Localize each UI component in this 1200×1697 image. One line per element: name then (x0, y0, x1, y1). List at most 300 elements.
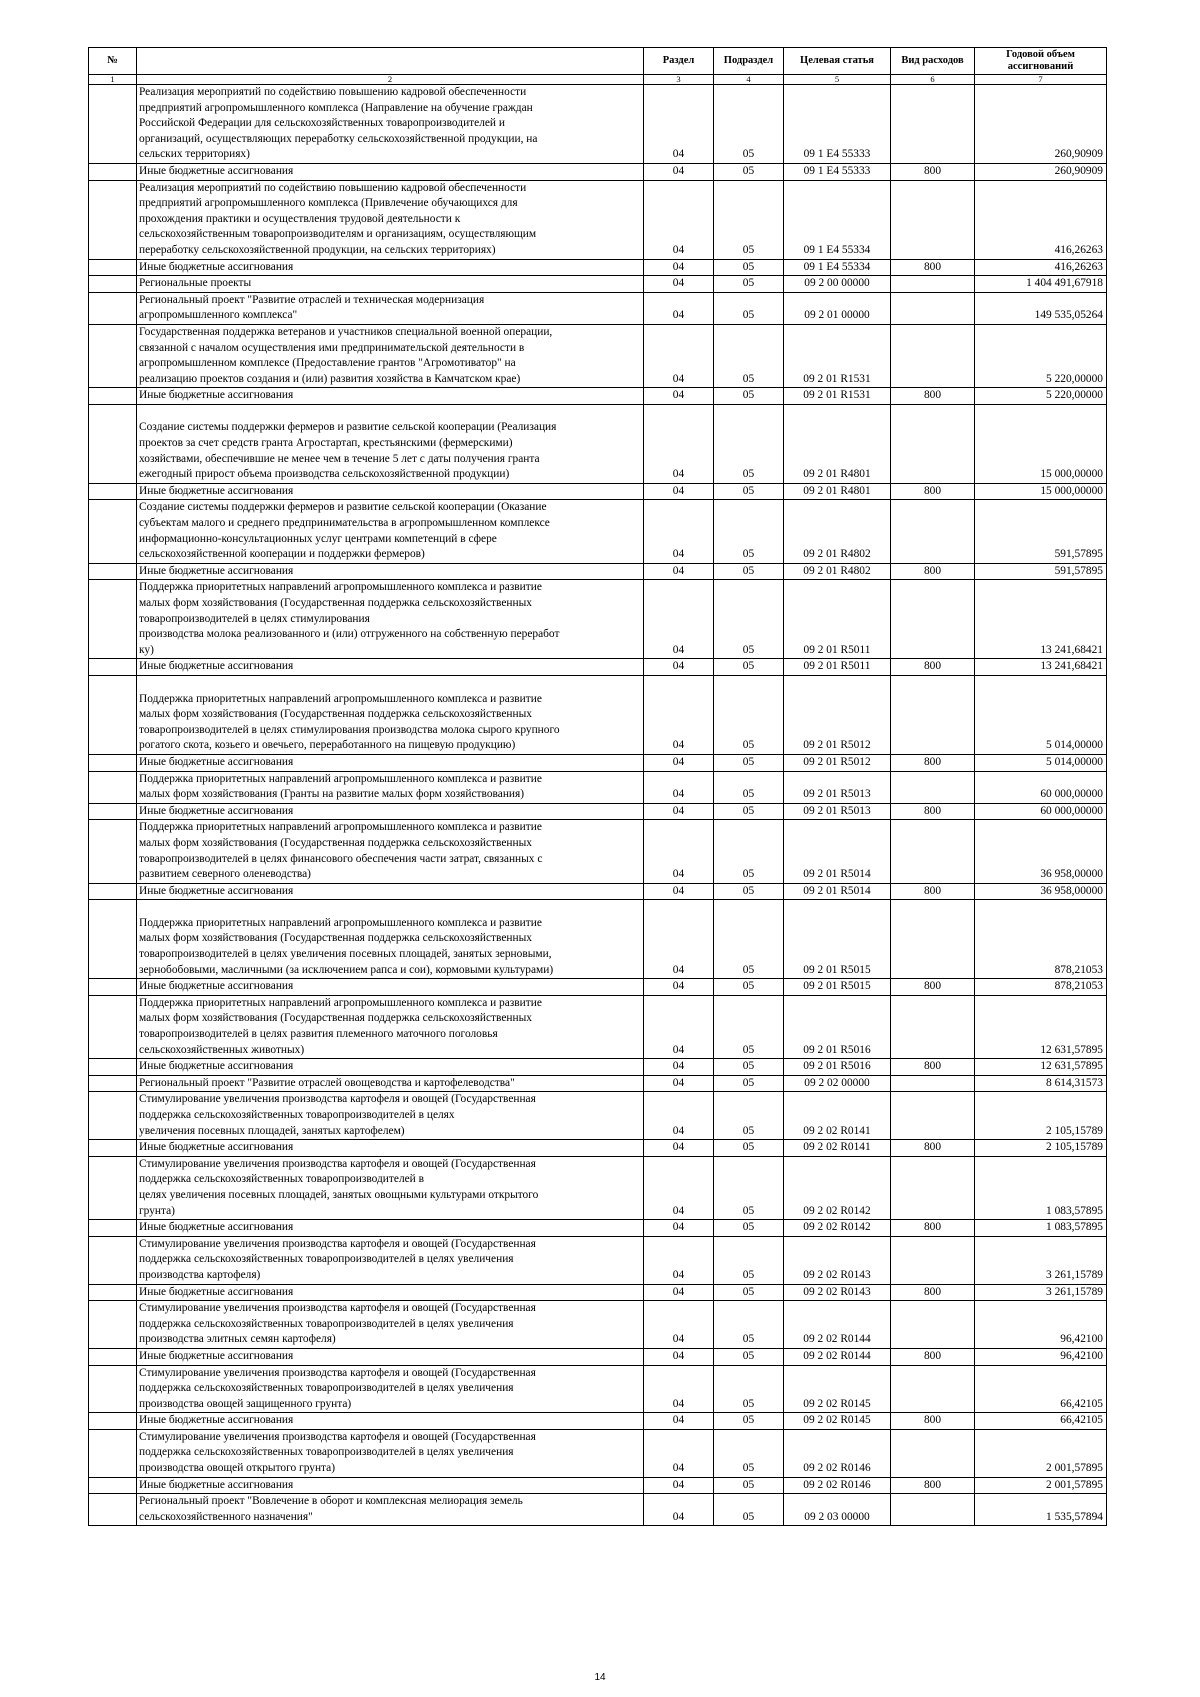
row-name-cell (137, 1284, 644, 1301)
expense-type-cell (891, 900, 975, 979)
razdel-cell: 04 (644, 500, 714, 563)
row-number-cell (89, 1429, 137, 1477)
expense-type-cell: 800 (891, 883, 975, 900)
row-name-line: проектов за счет средств гранта Агростартап, крестьянскими (фермерскими) (139, 437, 513, 450)
podrazdel-cell: 05 (714, 163, 784, 180)
row-name-line: Иные бюджетные ассигнования (139, 389, 294, 402)
amount-cell: 591,57895 (975, 563, 1107, 580)
expense-type-cell: 800 (891, 1348, 975, 1365)
razdel-cell: 04 (644, 85, 714, 164)
row-name-line: переработку сельскохозяйственной продукции, на сельских территориях) (139, 243, 496, 256)
table-body (89, 85, 1107, 1526)
row-name-cell (137, 1301, 644, 1349)
target-article-cell: 09 2 02 R0143 (784, 1284, 891, 1301)
amount-cell: 3 261,15789 (975, 1284, 1107, 1301)
razdel-cell: 04 (644, 675, 714, 754)
row-name-line: Стимулирование увеличения производства картофеля и овощей (Государственная (139, 1430, 536, 1443)
podrazdel-cell: 05 (714, 754, 784, 771)
razdel-cell: 04 (644, 259, 714, 276)
table-row (89, 388, 1107, 405)
header-annual-amount: Годовой объем ассигнований (975, 48, 1107, 75)
row-number-cell (89, 324, 137, 387)
amount-cell: 1 083,57895 (975, 1220, 1107, 1237)
row-name-line: информационно-консультационных услуг центрами компетенций в сфере (139, 532, 497, 545)
table-row (89, 1348, 1107, 1365)
razdel-cell: 04 (644, 754, 714, 771)
row-number-cell (89, 1140, 137, 1157)
razdel-cell: 04 (644, 1075, 714, 1092)
razdel-cell: 04 (644, 1284, 714, 1301)
row-name-line: сельскохозяйственной кооперации и поддержки фермеров) (139, 548, 425, 561)
target-article-cell: 09 2 02 R0141 (784, 1092, 891, 1140)
podrazdel-cell: 05 (714, 259, 784, 276)
amount-cell: 8 614,31573 (975, 1075, 1107, 1092)
expense-type-cell: 800 (891, 754, 975, 771)
row-name-cell (137, 995, 644, 1058)
row-name-line: товаропроизводителей в целях финансового обеспечения части затрат, связанных с (139, 852, 543, 865)
target-article-cell: 09 2 01 R5011 (784, 580, 891, 659)
row-number-cell (89, 771, 137, 803)
column-number: 6 (891, 75, 975, 85)
amount-cell: 96,42100 (975, 1301, 1107, 1349)
row-name-line: Иные бюджетные ассигнования (139, 980, 294, 993)
expense-type-cell: 800 (891, 388, 975, 405)
row-name-line: Стимулирование увеличения производства картофеля и овощей (Государственная (139, 1366, 536, 1379)
razdel-cell: 04 (644, 276, 714, 293)
expense-type-cell (891, 1156, 975, 1219)
podrazdel-cell: 05 (714, 388, 784, 405)
target-article-cell: 09 2 01 R4801 (784, 483, 891, 500)
row-name-line: Иные бюджетные ассигнования (139, 484, 294, 497)
row-number-cell (89, 803, 137, 820)
table-row (89, 820, 1107, 883)
row-name-line: малых форм хозяйствования (Государственная поддержка сельскохозяйственных (139, 836, 532, 849)
expense-type-cell (891, 324, 975, 387)
row-name-line: Иные бюджетные ассигнования (139, 1349, 294, 1362)
row-number-cell (89, 500, 137, 563)
amount-cell: 60 000,00000 (975, 803, 1107, 820)
expense-type-cell (891, 500, 975, 563)
row-name-line: малых форм хозяйствования (Государственная поддержка сельскохозяйственных (139, 708, 532, 721)
table-row (89, 500, 1107, 563)
row-name-cell (137, 85, 644, 164)
podrazdel-cell: 05 (714, 1413, 784, 1430)
column-number: 1 (89, 75, 137, 85)
budget-table (88, 47, 1107, 1526)
row-name-cell (137, 483, 644, 500)
amount-cell: 12 631,57895 (975, 1059, 1107, 1076)
column-number: 7 (975, 75, 1107, 85)
amount-cell: 66,42105 (975, 1365, 1107, 1413)
podrazdel-cell: 05 (714, 292, 784, 324)
row-number-cell (89, 276, 137, 293)
row-name-cell (137, 580, 644, 659)
row-name-cell (137, 883, 644, 900)
column-number: 2 (137, 75, 644, 85)
table-row (89, 324, 1107, 387)
row-name-cell (137, 180, 644, 259)
podrazdel-cell: 05 (714, 563, 784, 580)
row-name-cell (137, 388, 644, 405)
header-podrazdel: Подраздел (714, 48, 784, 75)
row-name-line (139, 676, 641, 692)
row-name-line: субъектам малого и среднего предпринимательства в агропромышленном комплексе (139, 517, 550, 530)
row-name-line: Иные бюджетные ассигнования (139, 1060, 294, 1073)
razdel-cell: 04 (644, 1059, 714, 1076)
row-name-line: Иные бюджетные ассигнования (139, 1414, 294, 1427)
table-row (89, 659, 1107, 676)
row-name-cell (137, 404, 644, 483)
podrazdel-cell: 05 (714, 883, 784, 900)
amount-cell: 878,21053 (975, 900, 1107, 979)
podrazdel-cell: 05 (714, 771, 784, 803)
razdel-cell: 04 (644, 180, 714, 259)
podrazdel-cell: 05 (714, 85, 784, 164)
row-name-cell (137, 1429, 644, 1477)
row-name-line: рогатого скота, козьего и овечьего, переработанного на пищевую продукцию) (139, 739, 516, 752)
podrazdel-cell: 05 (714, 1348, 784, 1365)
target-article-cell: 09 2 01 R5011 (784, 659, 891, 676)
row-name-cell (137, 163, 644, 180)
row-name-cell (137, 276, 644, 293)
target-article-cell: 09 2 02 R0142 (784, 1220, 891, 1237)
row-name-line: Иные бюджетные ассигнования (139, 260, 294, 273)
row-name-line (139, 900, 641, 916)
target-article-cell: 09 2 00 00000 (784, 276, 891, 293)
expense-type-cell (891, 180, 975, 259)
row-name-line: сельских территориях) (139, 148, 250, 161)
razdel-cell: 04 (644, 292, 714, 324)
razdel-cell: 04 (644, 771, 714, 803)
row-name-cell (137, 1236, 644, 1284)
row-number-cell (89, 180, 137, 259)
row-number-cell (89, 483, 137, 500)
row-name-line: Иные бюджетные ассигнования (139, 1285, 294, 1298)
razdel-cell: 04 (644, 1301, 714, 1349)
row-name-cell (137, 1477, 644, 1494)
row-name-line: поддержка сельскохозяйственных товаропроизводителей в (139, 1173, 425, 1186)
row-name-line: товаропроизводителей в целях увеличения посевных площадей, занятых зерновыми, (139, 948, 552, 961)
expense-type-cell (891, 580, 975, 659)
expense-type-cell (891, 1494, 975, 1526)
table-row (89, 85, 1107, 164)
row-number-cell (89, 292, 137, 324)
target-article-cell: 09 2 02 R0141 (784, 1140, 891, 1157)
expense-type-cell (891, 292, 975, 324)
expense-type-cell (891, 771, 975, 803)
razdel-cell: 04 (644, 659, 714, 676)
podrazdel-cell: 05 (714, 1220, 784, 1237)
table-row (89, 979, 1107, 996)
expense-type-cell (891, 1429, 975, 1477)
row-name-cell (137, 1220, 644, 1237)
table-row (89, 1059, 1107, 1076)
razdel-cell: 04 (644, 163, 714, 180)
podrazdel-cell: 05 (714, 404, 784, 483)
amount-cell: 5 220,00000 (975, 324, 1107, 387)
podrazdel-cell: 05 (714, 1092, 784, 1140)
expense-type-cell: 800 (891, 1059, 975, 1076)
expense-type-cell: 800 (891, 1284, 975, 1301)
table-row (89, 1413, 1107, 1430)
table-row (89, 754, 1107, 771)
row-name-line: товаропроизводителей в целях стимулирования производства молока сырого крупного (139, 723, 560, 736)
row-name-line: производства овощей открытого грунта) (139, 1462, 336, 1475)
row-name-line: Поддержка приоритетных направлений агропромышленного комплекса и развитие (139, 581, 542, 594)
podrazdel-cell: 05 (714, 500, 784, 563)
row-name-cell (137, 979, 644, 996)
row-name-line: увеличения посевных площадей, занятых картофелем) (139, 1124, 405, 1137)
row-name-line: Стимулирование увеличения производства картофеля и овощей (Государственная (139, 1093, 536, 1106)
row-number-cell (89, 1365, 137, 1413)
column-number-row (89, 75, 1107, 85)
row-name-line: зернобобовыми, масличными (за исключением рапса и сои), кормовыми культурами) (139, 963, 554, 976)
row-name-line: поддержка сельскохозяйственных товаропроизводителей в целях увеличения (139, 1446, 514, 1459)
podrazdel-cell: 05 (714, 1477, 784, 1494)
amount-cell: 3 261,15789 (975, 1236, 1107, 1284)
row-name-line: поддержка сельскохозяйственных товаропроизводителей в целях увеличения (139, 1382, 514, 1395)
expense-type-cell (891, 820, 975, 883)
row-name-line: Государственная поддержка ветеранов и участников специальной военной операции, (139, 325, 553, 338)
table-row (89, 1284, 1107, 1301)
column-number: 3 (644, 75, 714, 85)
table-row (89, 180, 1107, 259)
row-name-line: Иные бюджетные ассигнования (139, 564, 294, 577)
expense-type-cell: 800 (891, 659, 975, 676)
row-number-cell (89, 404, 137, 483)
podrazdel-cell: 05 (714, 659, 784, 676)
row-name-cell (137, 1348, 644, 1365)
razdel-cell: 04 (644, 900, 714, 979)
expense-type-cell: 800 (891, 483, 975, 500)
razdel-cell: 04 (644, 324, 714, 387)
header-number: № (89, 48, 137, 75)
row-number-cell (89, 259, 137, 276)
row-number-cell (89, 388, 137, 405)
row-name-line: сельскохозяйственным товаропроизводителям и организациям, осуществляющим (139, 228, 537, 241)
row-name-cell (137, 900, 644, 979)
row-name-line: Региональный проект "Развитие отраслей и техническая модернизация (139, 293, 485, 306)
row-name-cell (137, 324, 644, 387)
row-name-line: товаропроизводителей в целях стимулирования (139, 612, 370, 625)
amount-cell: 2 105,15789 (975, 1092, 1107, 1140)
row-name-line: поддержка сельскохозяйственных товаропроизводителей в целях увеличения (139, 1317, 514, 1330)
amount-cell: 1 404 491,67918 (975, 276, 1107, 293)
amount-cell: 2 105,15789 (975, 1140, 1107, 1157)
podrazdel-cell: 05 (714, 803, 784, 820)
row-number-cell (89, 995, 137, 1058)
row-name-line: Стимулирование увеличения производства картофеля и овощей (Государственная (139, 1157, 536, 1170)
row-name-line: Российской Федерации для сельскохозяйственных товаропроизводителей и (139, 117, 505, 130)
row-name-cell (137, 1092, 644, 1140)
target-article-cell: 09 2 01 R5013 (784, 771, 891, 803)
expense-type-cell (891, 1365, 975, 1413)
row-name-line: развитием северного оленеводства) (139, 868, 311, 881)
target-article-cell: 09 2 02 R0146 (784, 1429, 891, 1477)
amount-cell: 13 241,68421 (975, 659, 1107, 676)
target-article-cell: 09 2 01 R5016 (784, 1059, 891, 1076)
target-article-cell: 09 2 02 R0142 (784, 1156, 891, 1219)
expense-type-cell: 800 (891, 163, 975, 180)
row-name-cell (137, 820, 644, 883)
amount-cell: 66,42105 (975, 1413, 1107, 1430)
amount-cell: 1 535,57894 (975, 1494, 1107, 1526)
table-row (89, 1477, 1107, 1494)
row-name-line: Иные бюджетные ассигнования (139, 755, 294, 768)
razdel-cell: 04 (644, 995, 714, 1058)
podrazdel-cell: 05 (714, 1156, 784, 1219)
razdel-cell: 04 (644, 1140, 714, 1157)
row-number-cell (89, 675, 137, 754)
podrazdel-cell: 05 (714, 1140, 784, 1157)
header-target-article: Целевая статья (784, 48, 891, 75)
row-name-line: производства картофеля) (139, 1268, 261, 1281)
amount-cell: 5 014,00000 (975, 754, 1107, 771)
row-name-line: производства элитных семян картофеля) (139, 1333, 336, 1346)
row-number-cell (89, 754, 137, 771)
row-name-line: ку) (139, 643, 154, 656)
amount-cell: 2 001,57895 (975, 1429, 1107, 1477)
target-article-cell: 09 2 01 R5015 (784, 979, 891, 996)
row-name-line: агропромышленном комплексе (Предоставление грантов "Агромотиватор" на (139, 357, 516, 370)
row-name-line: малых форм хозяйствования (Гранты на развитие малых форм хозяйствования) (139, 788, 525, 801)
row-name-line: малых форм хозяйствования (Государственная поддержка сельскохозяйственных (139, 597, 532, 609)
table-row (89, 1494, 1107, 1526)
razdel-cell: 04 (644, 580, 714, 659)
row-number-cell (89, 1220, 137, 1237)
target-article-cell: 09 2 01 R1531 (784, 388, 891, 405)
amount-cell: 96,42100 (975, 1348, 1107, 1365)
razdel-cell: 04 (644, 563, 714, 580)
target-article-cell: 09 1 E4 55334 (784, 259, 891, 276)
row-number-cell (89, 1075, 137, 1092)
podrazdel-cell: 05 (714, 995, 784, 1058)
amount-cell: 260,90909 (975, 163, 1107, 180)
header-razdel: Раздел (644, 48, 714, 75)
target-article-cell: 09 2 02 R0143 (784, 1236, 891, 1284)
target-article-cell: 09 1 E4 55334 (784, 180, 891, 259)
expense-type-cell: 800 (891, 1477, 975, 1494)
podrazdel-cell: 05 (714, 820, 784, 883)
razdel-cell: 04 (644, 483, 714, 500)
row-name-line: малых форм хозяйствования (Государственная поддержка сельскохозяйственных (139, 932, 532, 945)
row-name-line: Региональный проект "Развитие отраслей овощеводства и картофелеводства" (139, 1076, 515, 1089)
expense-type-cell (891, 1075, 975, 1092)
target-article-cell: 09 2 02 00000 (784, 1075, 891, 1092)
target-article-cell: 09 2 02 R0145 (784, 1413, 891, 1430)
table-row (89, 483, 1107, 500)
target-article-cell: 09 2 01 R5014 (784, 820, 891, 883)
row-name-line (139, 405, 641, 421)
row-name-line: организаций, осуществляющих переработку сельскохозяйственной продукции, на (139, 132, 538, 145)
podrazdel-cell: 05 (714, 1059, 784, 1076)
row-number-cell (89, 563, 137, 580)
table-row (89, 1156, 1107, 1219)
table-row (89, 1220, 1107, 1237)
table-row (89, 883, 1107, 900)
row-name-line: хозяйствами, обеспечившие не менее чем в течение 5 лет с даты получения гранта (139, 452, 540, 465)
amount-cell: 2 001,57895 (975, 1477, 1107, 1494)
razdel-cell: 04 (644, 1494, 714, 1526)
table-row (89, 900, 1107, 979)
row-name-cell (137, 563, 644, 580)
amount-cell: 416,26263 (975, 180, 1107, 259)
row-number-cell (89, 1284, 137, 1301)
podrazdel-cell: 05 (714, 1429, 784, 1477)
table-row (89, 1092, 1107, 1140)
row-number-cell (89, 1348, 137, 1365)
row-name-cell (137, 1365, 644, 1413)
table-row (89, 259, 1107, 276)
expense-type-cell: 800 (891, 563, 975, 580)
table-row (89, 163, 1107, 180)
table-row (89, 1236, 1107, 1284)
table-row (89, 675, 1107, 754)
row-name-line: Реализация мероприятий по содействию повышению кадровой обеспеченности (139, 181, 527, 194)
row-name-line: агропромышленного комплекса" (139, 309, 298, 322)
target-article-cell: 09 2 01 00000 (784, 292, 891, 324)
amount-cell: 416,26263 (975, 259, 1107, 276)
row-number-cell (89, 1156, 137, 1219)
razdel-cell: 04 (644, 1156, 714, 1219)
row-number-cell (89, 1301, 137, 1349)
row-name-line: Иные бюджетные ассигнования (139, 1478, 294, 1491)
row-number-cell (89, 1477, 137, 1494)
row-name-cell (137, 771, 644, 803)
razdel-cell: 04 (644, 1413, 714, 1430)
razdel-cell: 04 (644, 1220, 714, 1237)
row-name-line: Иные бюджетные ассигнования (139, 164, 294, 177)
target-article-cell: 09 2 02 R0145 (784, 1365, 891, 1413)
target-article-cell: 09 2 01 R4802 (784, 500, 891, 563)
podrazdel-cell: 05 (714, 1284, 784, 1301)
target-article-cell: 09 2 02 R0146 (784, 1477, 891, 1494)
podrazdel-cell: 05 (714, 1494, 784, 1526)
expense-type-cell (891, 85, 975, 164)
target-article-cell: 09 2 01 R4802 (784, 563, 891, 580)
razdel-cell: 04 (644, 1365, 714, 1413)
row-name-line: Поддержка приоритетных направлений агропромышленного комплекса и развитие (139, 772, 542, 785)
row-name-cell (137, 1075, 644, 1092)
razdel-cell: 04 (644, 404, 714, 483)
expense-type-cell: 800 (891, 1140, 975, 1157)
razdel-cell: 04 (644, 1236, 714, 1284)
row-name-line: предприятий агропромышленного комплекса (Привлечение обучающихся для (139, 197, 518, 210)
target-article-cell: 09 2 02 R0144 (784, 1301, 891, 1349)
row-number-cell (89, 820, 137, 883)
row-number-cell (89, 1092, 137, 1140)
header-row (89, 48, 1107, 75)
amount-cell: 36 958,00000 (975, 820, 1107, 883)
target-article-cell: 09 2 01 R5015 (784, 900, 891, 979)
podrazdel-cell: 05 (714, 1301, 784, 1349)
podrazdel-cell: 05 (714, 324, 784, 387)
podrazdel-cell: 05 (714, 580, 784, 659)
target-article-cell: 09 2 01 R5012 (784, 675, 891, 754)
podrazdel-cell: 05 (714, 900, 784, 979)
expense-type-cell: 800 (891, 259, 975, 276)
amount-cell: 36 958,00000 (975, 883, 1107, 900)
row-name-line: сельскохозяйственного назначения" (139, 1510, 313, 1523)
row-name-line: Иные бюджетные ассигнования (139, 660, 294, 673)
amount-cell: 1 083,57895 (975, 1156, 1107, 1219)
podrazdel-cell: 05 (714, 483, 784, 500)
amount-cell: 5 220,00000 (975, 388, 1107, 405)
razdel-cell: 04 (644, 1092, 714, 1140)
row-name-line: реализацию проектов создания и (или) развития хозяйства в Камчатском крае) (139, 372, 521, 385)
row-number-cell (89, 659, 137, 676)
razdel-cell: 04 (644, 820, 714, 883)
